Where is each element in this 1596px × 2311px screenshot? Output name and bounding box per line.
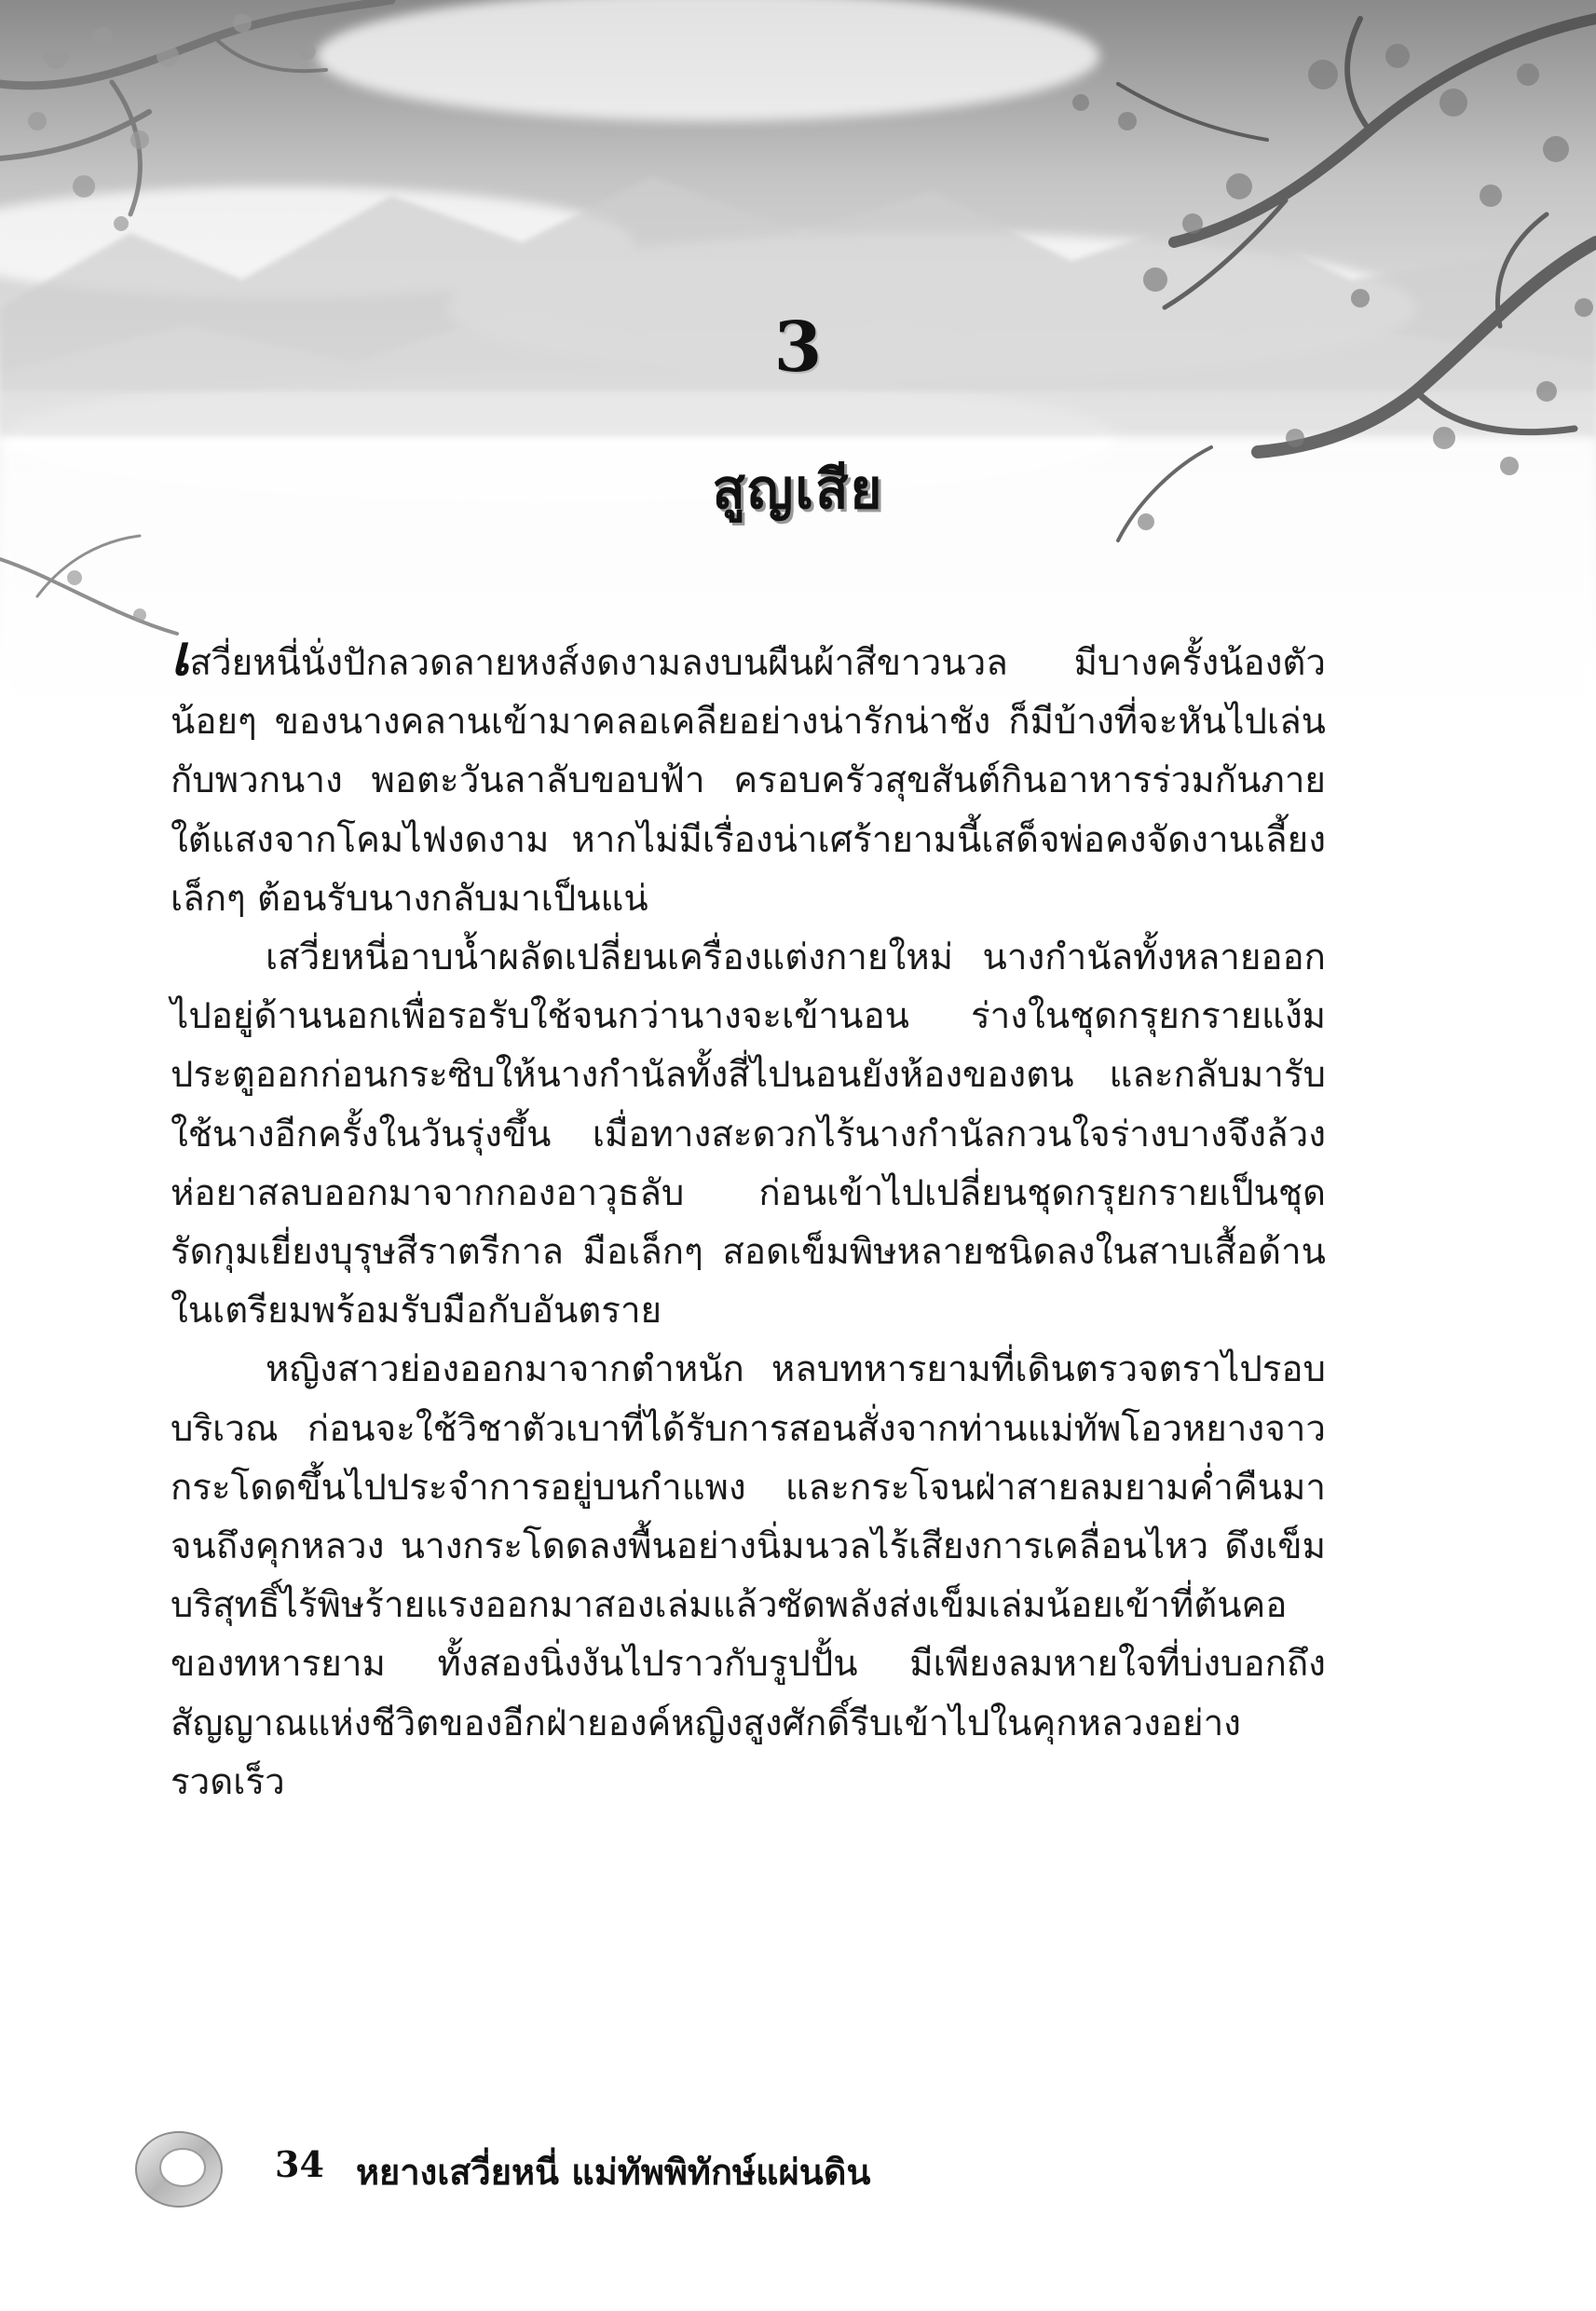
page-number: 34	[275, 2143, 324, 2185]
paragraph-1-text: สวี่ยหนี่นั่งปักลวดลายหงส์งดงามลงบนผืนผ้าสีขาวนวล มีบางครั้งน้องตัวน้อยๆ ของนางคลานเข้ามาคลอเคลียอย่างน่ารักน่าชัง ก็มีบ้างที่จะหันไปเล่นกับพวกนาง พอตะวันลาลับขอบฟ้า ครอบครัวสุขสันต์กินอาหารร่วมกันภายใต้แสงจากโคมไฟงดงาม หากไม่มีเรื่องน่าเศร้ายามนี้เสด็จพ่อคงจัดงานเลี้ยงเล็กๆ ต้อนรับนางกลับมาเป็นแน่	[171, 642, 1326, 920]
chapter-body	[171, 623, 1326, 1812]
chapter-title: สูญเสีย	[712, 458, 884, 521]
drop-cap: เ	[171, 623, 190, 689]
page-footer	[130, 2115, 1062, 2227]
chapter-number: 3	[773, 308, 823, 388]
book-title: หยางเสวี่ยหนี่ แม่ทัพพิทักษ์แผ่นดิน	[356, 2151, 871, 2193]
paragraph-1	[171, 623, 1326, 928]
paragraph-2: เสวี่ยหนี่อาบน้ำผลัดเปลี่ยนเครื่องแต่งกายใหม่ นางกำนัลทั้งหลายออกไปอยู่ด้านนอกเพื่อรอรับใช้จนกว่านางจะเข้านอน ร่างในชุดกรุยกรายแง้มประตูออกก่อนกระซิบให้นางกำนัลทั้งสี่ไปนอนยังห้องของตน และกลับมารับใช้นางอีกครั้งในวันรุ่งขึ้น เมื่อทางสะดวกไร้นางกำนัลกวนใจร่างบางจึงล้วงห่อยาสลบออกมาจากกองอาวุธลับ ก่อนเข้าไปเปลี่ยนชุดกรุยกรายเป็นชุดรัดกุมเยี่ยงบุรุษสีราตรีกาล มือเล็กๆ สอดเข็มพิษหลายชนิดลงในสาบเสื้อด้านในเตรียมพร้อมรับมือกับอันตราย	[171, 937, 1326, 1333]
paragraph-3: หญิงสาวย่องออกมาจากตำหนัก หลบทหารยามที่เดินตรวจตราไปรอบบริเวณ ก่อนจะใช้วิชาตัวเบาที่ได้รับการสอนสั่งจากท่านแม่ทัพโอวหยางจาวกระโดดขึ้นไปประจำการอยู่บนกำแพง และกระโจนฝ่าสายลมยามค่ำคืนมาจนถึงคุกหลวง นางกระโดดลงพื้นอย่างนิ่มนวลไร้เสียงการเคลื่อนไหว ดึงเข็มบริสุทธิ์ไร้พิษร้ายแรงออกมาสองเล่มแล้วซัดพลังส่งเข็มเล่มน้อยเข้าที่ต้นคอของทหารยาม ทั้งสองนิ่งงันไปราวกับรูปปั้น มีเพียงลมหายใจที่บ่งบอกถึงสัญญาณแห่งชีวิตของอีกฝ่ายองค์หญิงสูงศักดิ์รีบเข้าไปในคุกหลวงอย่างรวดเร็ว	[171, 1348, 1326, 1803]
jade-ring-icon	[130, 2115, 233, 2218]
